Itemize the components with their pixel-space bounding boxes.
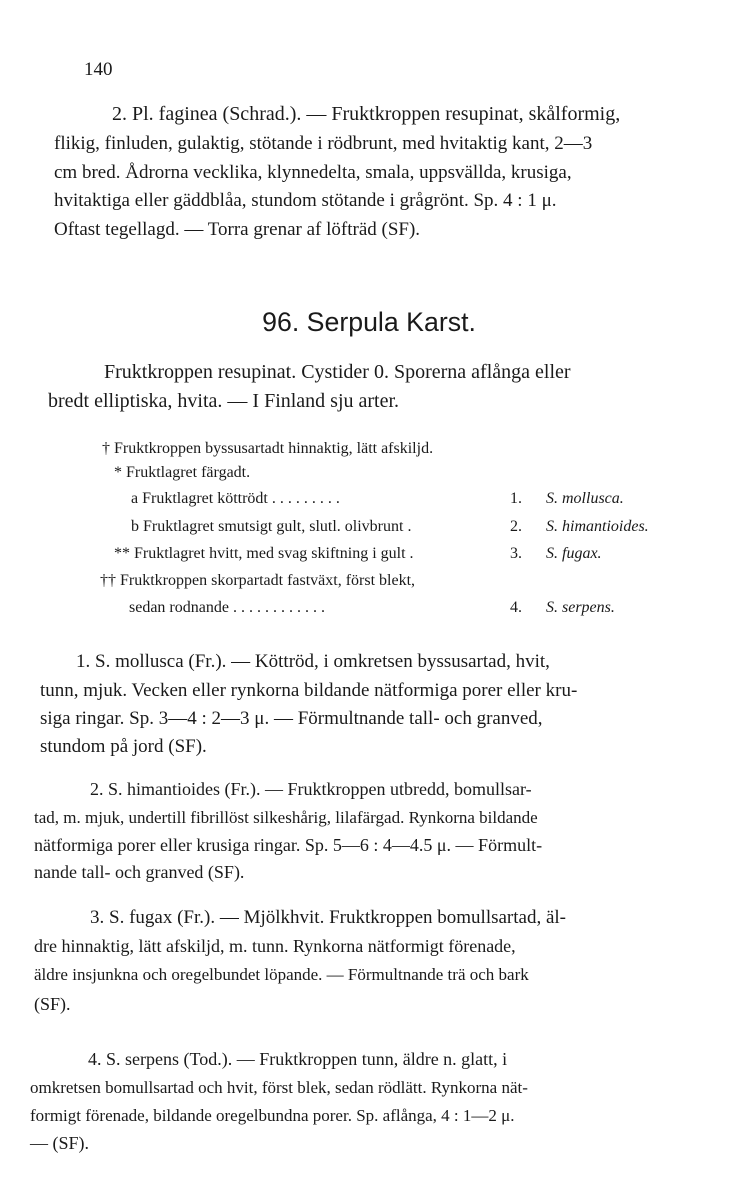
key-line-1: † Fruktkroppen byssusartadt hinnaktig, lätt afskiljd. xyxy=(102,440,434,457)
key-ref-number: 3. xyxy=(510,545,522,562)
key-line-2: * Fruktlagret färgadt. xyxy=(114,464,251,481)
species-3-line-4: (SF). xyxy=(34,994,71,1014)
species-1-line-4: stundom på jord (SF). xyxy=(40,736,207,757)
key-line-3: a Fruktlagret köttrödt . . . . . . . . . xyxy=(131,490,340,507)
species-3-line-1: 3. S. fugax (Fr.). — Mjölkhvit. Fruktkroppen bomullsartad, äl- xyxy=(90,907,567,928)
species-2-line-4: nande tall- och granved (SF). xyxy=(34,862,245,882)
species-1-line-1: 1. S. mollusca (Fr.). — Köttröd, i omkretsen byssusartad, hvit, xyxy=(76,651,550,672)
genus-heading: 96. Serpula Karst. xyxy=(262,307,476,337)
species-1-line-3: siga ringar. Sp. 3—4 : 2—3 μ. — Förmultnande tall- och granved, xyxy=(40,708,543,729)
key-line-6: †† Fruktkroppen skorpartadt fastväxt, först blekt, xyxy=(100,572,416,589)
species-2-line-1: 2. S. himantioides (Fr.). — Fruktkroppen utbredd, bomullsar- xyxy=(90,779,532,799)
species-2-line-3: nätformiga porer eller krusiga ringar. Sp. 5—6 : 4—4.5 μ. — Förmult- xyxy=(34,835,543,855)
key-line-7: sedan rodnande . . . . . . . . . . . . xyxy=(129,599,325,616)
key-ref-species: S. himantioides. xyxy=(546,518,649,535)
key-line-5: ** Fruktlagret hvitt, med svag skiftning i gult . xyxy=(114,545,414,562)
faginea-line-5: Oftast tegellagd. — Torra grenar af löfträd (SF). xyxy=(54,219,421,240)
species-3-line-2: dre hinnaktig, lätt afskiljd, m. tunn. Rynkorna nätformigt förenade, xyxy=(34,936,516,956)
species-2-line-2: tad, m. mjuk, undertill fibrillöst silkeshårig, lilafärgad. Rynkorna bildande xyxy=(34,808,538,827)
faginea-line-2: flikig, finluden, gulaktig, stötande i rödbrunt, med hvitaktig kant, 2—3 xyxy=(54,133,593,154)
key-ref-number: 4. xyxy=(510,599,522,616)
faginea-line-4: hvitaktiga eller gäddblåa, stundom stötande i grågrönt. Sp. 4 : 1 μ. xyxy=(54,190,557,211)
key-ref-species: S. fugax. xyxy=(546,545,602,562)
genus-description-line-1: Fruktkroppen resupinat. Cystider 0. Sporerna aflånga eller xyxy=(104,361,571,383)
species-4-line-3: formigt förenade, bildande oregelbundna porer. Sp. aflånga, 4 : 1—2 μ. xyxy=(30,1106,515,1125)
species-3-line-3: äldre insjunkna och oregelbundet löpande. — Förmultnande trä och bark xyxy=(34,965,529,984)
key-ref-species: S. mollusca. xyxy=(546,490,624,507)
genus-description-line-2: bredt elliptiska, hvita. — I Finland sju arter. xyxy=(48,390,400,412)
key-ref-number: 1. xyxy=(510,490,522,507)
species-4-line-4: — (SF). xyxy=(30,1133,90,1153)
species-1-line-2: tunn, mjuk. Vecken eller rynkorna bildande nätformiga porer eller kru- xyxy=(40,680,578,701)
species-4-line-2: omkretsen bomullsartad och hvit, först blek, sedan rödlätt. Rynkorna nät- xyxy=(30,1078,528,1097)
faginea-line-1: 2. Pl. faginea (Schrad.). — Fruktkroppen resupinat, skålformig, xyxy=(112,103,621,125)
page-number: 140 xyxy=(84,59,113,80)
faginea-line-3: cm bred. Ådrorna vecklika, klynnedelta, smala, uppsvällda, krusiga, xyxy=(54,162,572,183)
key-line-4: b Fruktlagret smutsigt gult, slutl. olivbrunt . xyxy=(131,518,412,535)
key-ref-species: S. serpens. xyxy=(546,599,615,616)
species-4-line-1: 4. S. serpens (Tod.). — Fruktkroppen tunn, äldre n. glatt, i xyxy=(88,1049,508,1069)
key-ref-number: 2. xyxy=(510,518,522,535)
